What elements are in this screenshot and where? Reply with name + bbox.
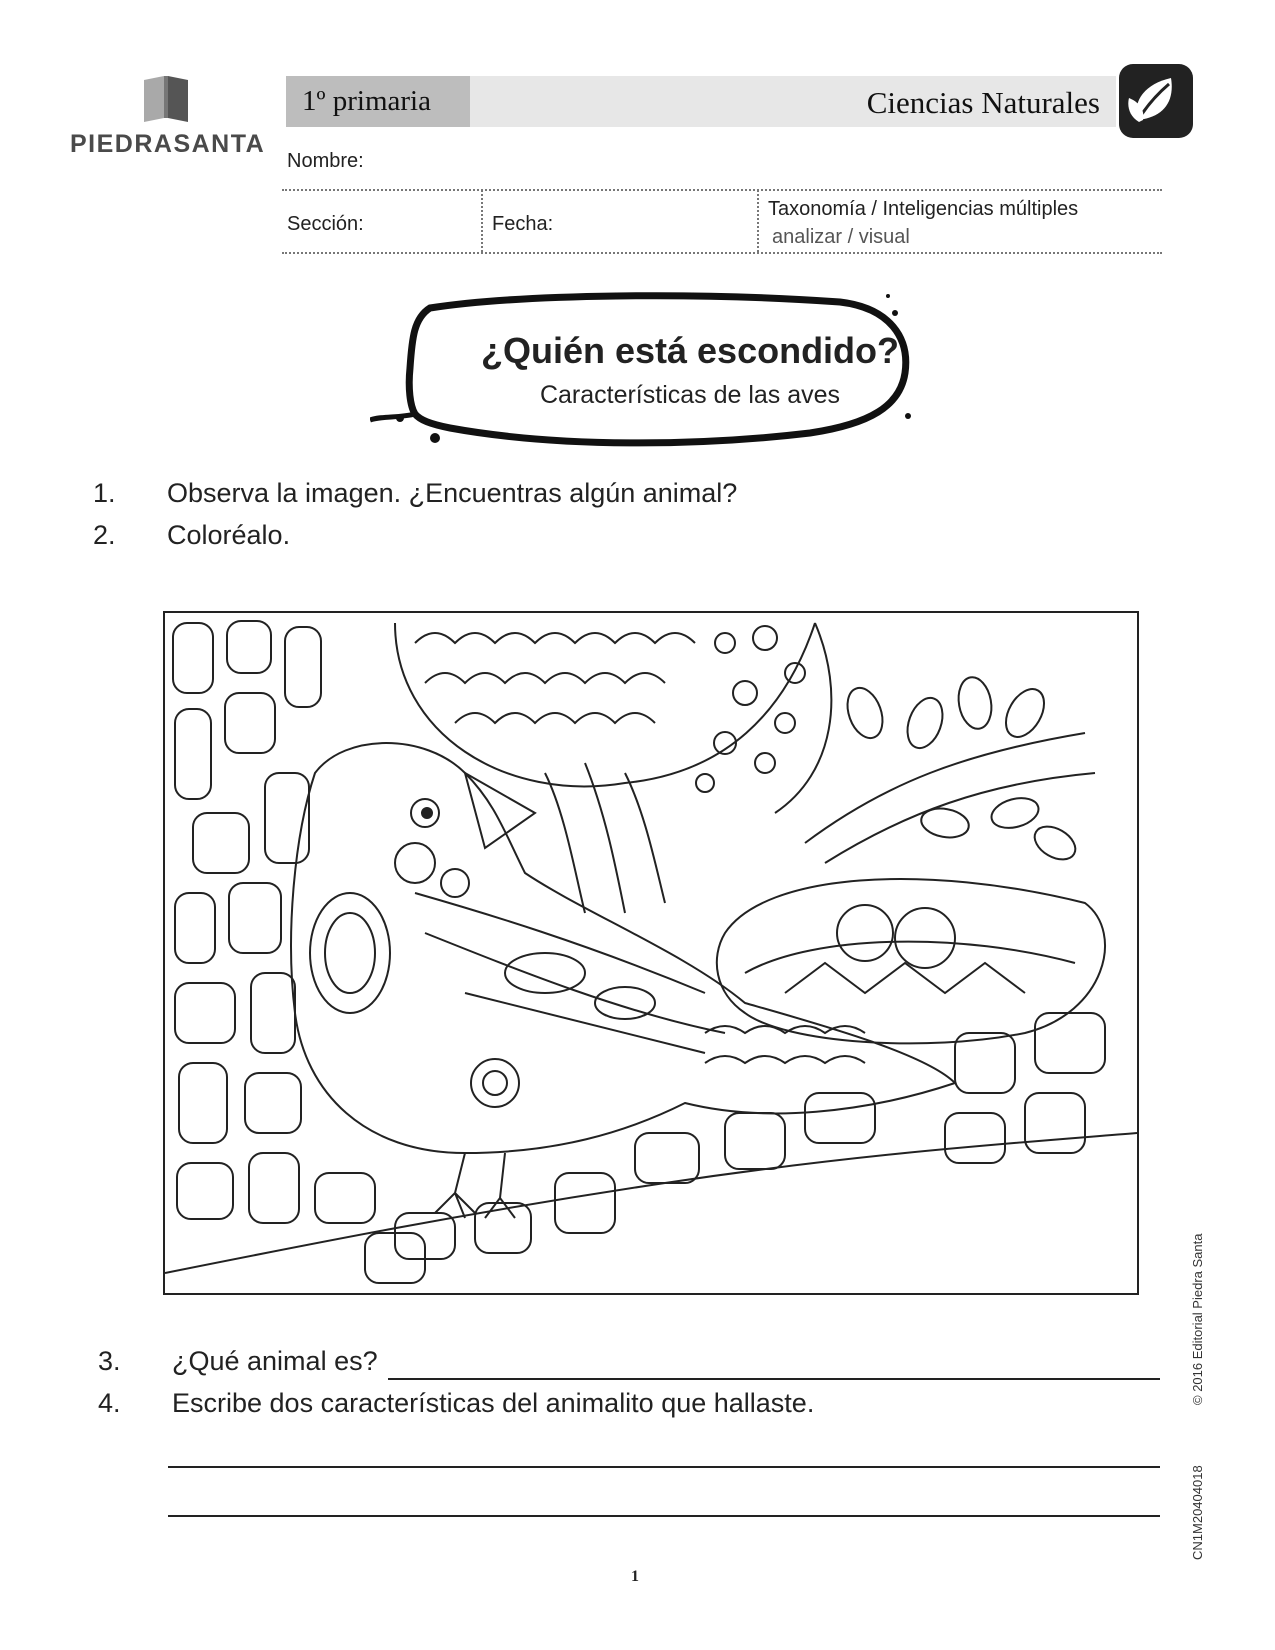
nombre-label: Nombre:: [287, 150, 364, 172]
instruction-number: 2.: [93, 520, 116, 550]
product-code: CN1M20404018: [1190, 1465, 1205, 1560]
fecha-label: Fecha:: [492, 213, 554, 235]
seccion-label: Sección:: [287, 213, 364, 235]
grade-badge: [286, 76, 470, 127]
subject-label: Ciencias Naturales: [866, 85, 1100, 120]
divider: [282, 189, 1162, 191]
question-text: ¿Qué animal es?: [172, 1346, 378, 1376]
question-text: Escribe dos características del animalito que hallaste.: [172, 1388, 815, 1418]
grade-label: 1º primaria: [302, 85, 431, 117]
divider: [481, 190, 483, 252]
speech-bubble: [370, 288, 930, 458]
subject-bar: [470, 76, 1116, 127]
question-number: 3.: [98, 1346, 121, 1376]
hidden-bird-drawing: [165, 613, 1137, 1293]
publisher-logo: [70, 72, 265, 162]
book-icon: [140, 72, 192, 124]
instruction-number: 1.: [93, 478, 116, 508]
copyright-note: © 2016 Editorial Piedra Santa: [1190, 1233, 1205, 1405]
taxonomy-label: Taxonomía / Inteligencias múltiples: [768, 198, 1079, 220]
coloring-illustration: [163, 611, 1139, 1295]
taxonomy-detail: analizar / visual: [772, 226, 910, 248]
divider: [282, 252, 1162, 254]
answer-line[interactable]: [388, 1378, 1160, 1380]
worksheet-subtitle: Características de las aves: [539, 381, 841, 409]
question-number: 4.: [98, 1388, 121, 1418]
leaf-icon: [1115, 60, 1197, 142]
worksheet-title: ¿Quién está escondido?: [480, 330, 900, 371]
instruction-text: Coloréalo.: [167, 520, 291, 550]
answer-line[interactable]: [168, 1515, 1160, 1517]
answer-line[interactable]: [168, 1466, 1160, 1468]
page-number: 1: [631, 1568, 639, 1585]
divider: [757, 190, 759, 252]
brand-name: PIEDRASANTA: [70, 130, 266, 158]
instruction-text: Observa la imagen. ¿Encuentras algún animal?: [167, 478, 738, 508]
